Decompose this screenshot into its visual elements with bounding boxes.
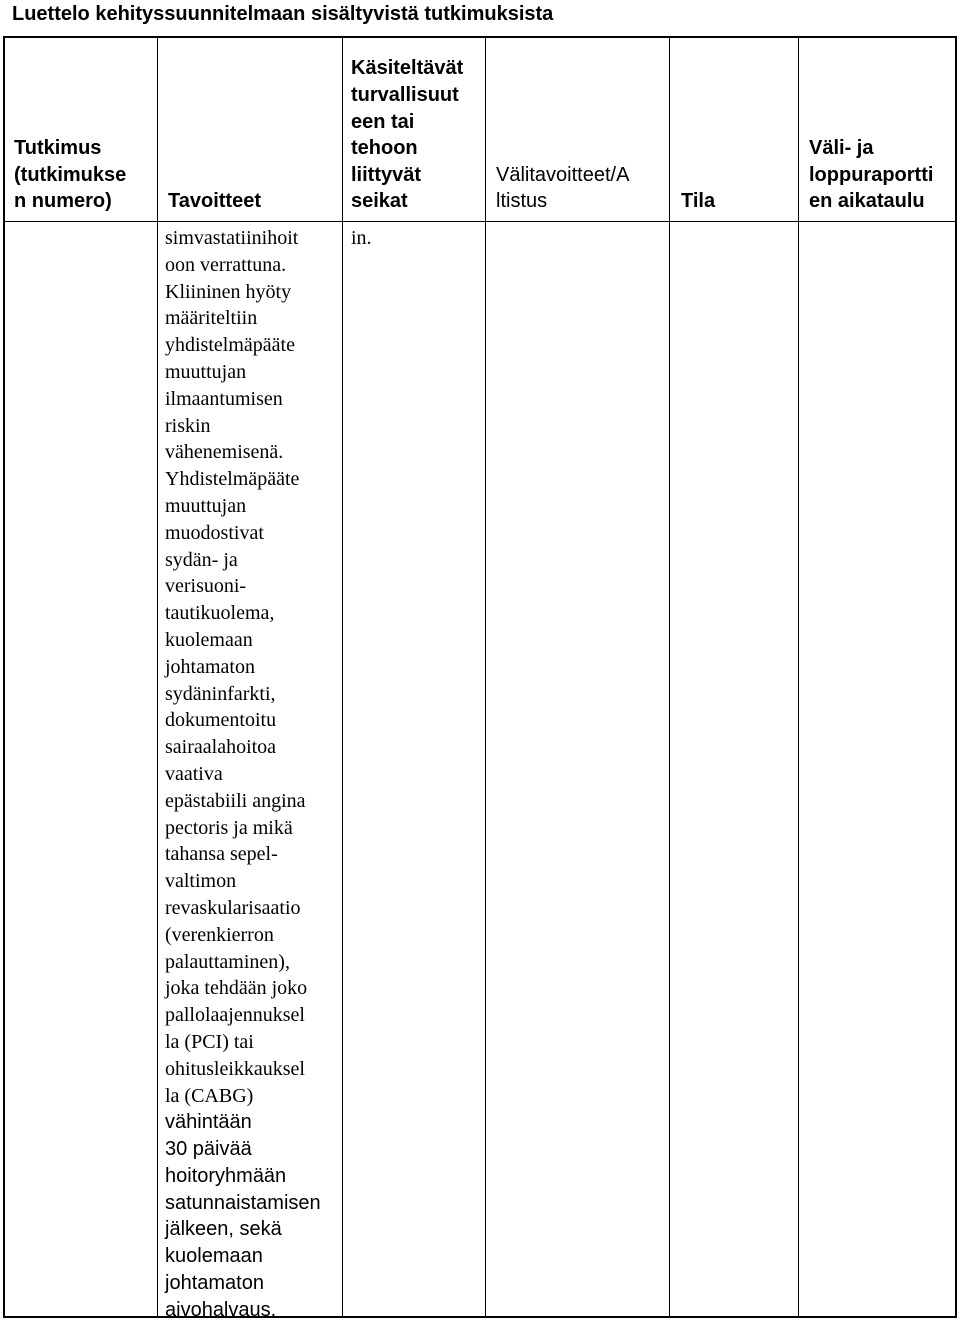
tavoitteet-line: revaskularisaatio: [165, 896, 301, 919]
column-divider: [342, 38, 343, 1316]
tavoitteet-line: vähintään: [165, 1111, 252, 1134]
header-tutkimus: Tutkimus (tutkimukse n numero): [14, 137, 127, 213]
header-valitavoitteet: Välitavoitteet/A ltistus: [496, 163, 630, 213]
tavoitteet-line: dokumentoitu: [165, 709, 277, 732]
tavoitteet-line: Kliininen hyöty: [165, 280, 292, 303]
tavoitteet-cell: [165, 225, 321, 1324]
tavoitteet-line: aivohalvaus.: [165, 1298, 277, 1321]
tavoitteet-line: riskin: [165, 414, 211, 437]
header-tila: Tila: [681, 190, 716, 213]
tavoitteet-line: epästabiili angina: [165, 789, 306, 812]
tavoitteet-line: ohitusleikkauksel: [165, 1057, 305, 1080]
tavoitteet-line: simvastatiinihoit: [165, 227, 299, 249]
tavoitteet-line: palauttaminen),: [165, 950, 290, 973]
tavoitteet-line: tautikuolema,: [165, 602, 275, 625]
tavoitteet-line: oon verrattuna.: [165, 253, 287, 276]
tavoitteet-line: sydäninfarkti,: [165, 682, 276, 705]
tavoitteet-line: muodostivat: [165, 521, 264, 544]
tavoitteet-line: tahansa sepel-: [165, 843, 278, 866]
tavoitteet-line: kuolemaan: [165, 628, 253, 651]
studies-table: [3, 36, 957, 1321]
tavoitteet-line: johtamaton: [165, 1272, 264, 1295]
tavoitteet-line: vaativa: [165, 762, 223, 785]
tavoitteet-line: (verenkierron: [165, 923, 274, 946]
tavoitteet-line: muuttujan: [165, 494, 247, 517]
header-raportit: Väli- ja loppuraportti en aikataulu: [809, 137, 934, 213]
column-divider: [485, 38, 486, 1316]
tavoitteet-line: la (CABG): [165, 1084, 254, 1107]
column-divider: [798, 38, 799, 1316]
header-kasiteltavat: Käsiteltävät turvallisuut een tai tehoon liittyvät seikat: [351, 57, 464, 213]
tavoitteet-line: pectoris ja mikä: [165, 816, 293, 839]
tavoitteet-line: 30 päivää: [165, 1138, 252, 1161]
tavoitteet-line: satunnaistamisen: [165, 1191, 321, 1214]
tavoitteet-line: la (PCI) tai: [165, 1030, 254, 1053]
tavoitteet-line: sydän- ja: [165, 548, 238, 571]
tavoitteet-line: valtimon: [165, 870, 237, 893]
tavoitteet-line: sairaalahoitoa: [165, 736, 277, 759]
header-tavoitteet: Tavoitteet: [168, 190, 261, 213]
tavoitteet-line: pallolaajennuksel: [165, 1004, 305, 1027]
page-heading: Luettelo kehityssuunnitelmaan sisältyvistä tutkimuksista: [12, 3, 554, 25]
tavoitteet-line: hoitoryhmään: [165, 1164, 287, 1187]
tavoitteet-line: Yhdistelmäpääte: [165, 468, 300, 491]
header-row-divider: [5, 221, 955, 222]
column-divider: [669, 38, 670, 1316]
tavoitteet-line: jälkeen, sekä: [165, 1218, 282, 1241]
tavoitteet-line: ilmaantumisen: [165, 387, 283, 410]
column-divider: [157, 38, 158, 1316]
tavoitteet-line: yhdistelmäpääte: [165, 334, 295, 357]
tavoitteet-line: verisuoni-: [165, 575, 247, 598]
tavoitteet-line: joka tehdään joko: [165, 977, 308, 1000]
kasiteltavat-cell: in.: [351, 227, 372, 249]
tavoitteet-line: määriteltiin: [165, 307, 258, 330]
tavoitteet-line: vähenemisenä.: [165, 441, 284, 464]
tavoitteet-line: johtamaton: [165, 655, 255, 678]
tavoitteet-line: muuttujan: [165, 360, 247, 383]
tavoitteet-line: kuolemaan: [165, 1245, 263, 1268]
